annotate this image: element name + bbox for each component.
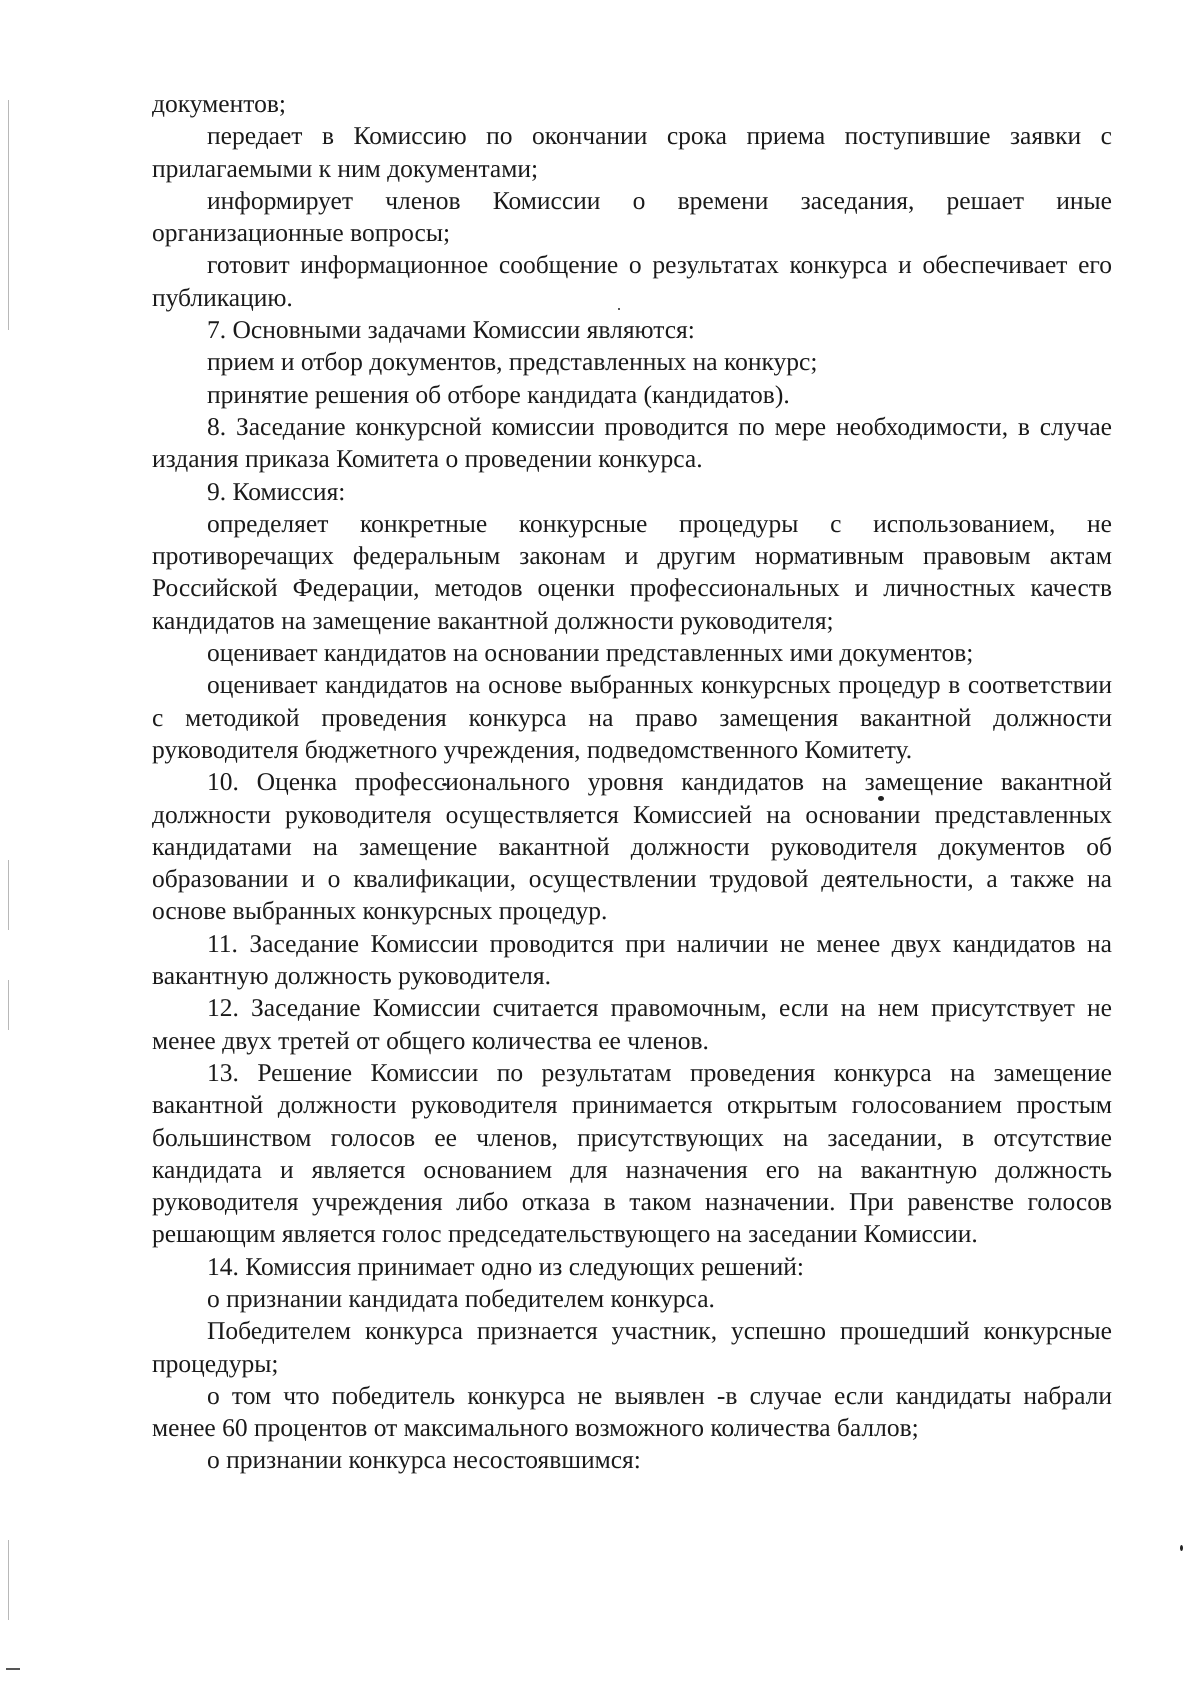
paragraph: о признании кандидата победителем конкурса. — [207, 1283, 715, 1313]
scan-edge-line — [8, 980, 9, 1030]
paragraph: информирует членов Комиссии о времени заседания, решает иные организационные вопросы; — [152, 185, 1112, 248]
paragraph: Победителем конкурса признается участник, успешно прошедший конкурсные процедуры; — [152, 1316, 1112, 1378]
numbered-paragraph: 8. Заседание конкурсной комиссии проводится по мере необходимости, в случае издания приказа Комитета о проведении конкурса. — [152, 411, 1112, 474]
scan-edge-line — [8, 860, 9, 930]
paragraph: оценивает кандидатов на основании представленных ими документов; — [207, 638, 974, 668]
paragraph: готовит информационное сообщение о результатах конкурса и обеспечивает его публикацию. — [152, 250, 1112, 312]
paragraph: о том что победитель конкурса не выявлен -в случае если кандидаты набрали менее 60 процентов от максимального возможного количества баллов; — [152, 1380, 1112, 1443]
paragraph: прием и отбор документов, представленных на конкурс; — [207, 347, 818, 377]
scan-edge-line — [8, 100, 9, 330]
section-heading: 7. Основными задачами Комиссии являются: — [207, 315, 695, 345]
section-heading: 9. Комиссия: — [207, 476, 346, 506]
numbered-paragraph: 12. Заседание Комиссии считается правомочным, если на нем присутствует не менее двух третей от общего количества ее членов. — [152, 993, 1112, 1055]
scan-speck — [1180, 1545, 1183, 1551]
numbered-paragraph: 10. Оценка профессионального уровня кандидатов на замещение вакантной должности руководителя осуществляется Комиссией на основании представленных кандидатами на замещение вакантной должности руководителя документов об образовании и о квалификации, осуществлении трудовой деятельности, а также на основе выбранных конкурсных процедур. — [152, 767, 1112, 926]
scan-edge-mark — [6, 1668, 20, 1670]
paragraph: передает в Комиссию по окончании срока приема поступившие заявки с прилагаемыми к ним документами; — [152, 121, 1112, 183]
numbered-paragraph: 13. Решение Комиссии по результатам проведения конкурса на замещение вакантной должности руководителя принимается открытым голосованием простым большинством голосов ее членов, присутствующих на заседании, в отсутствие кандидата и является основанием для назначения его на вакантную должность руководителя учреждения либо отказа в таком назначении. При равенстве голосов решающим является голос председательствующего на заседании Комиссии. — [152, 1057, 1112, 1249]
paragraph: принятие решения об отборе кандидата (кандидатов). — [207, 379, 790, 409]
paragraph: определяет конкретные конкурсные процедуры с использованием, не противоречащих федеральным законам и другим нормативным правовым актам Российской Федерации, методов оценки профессиональных и личностных качеств кандидатов на замещение вакантной должности руководителя; — [152, 508, 1112, 635]
numbered-paragraph: 11. Заседание Комиссии проводится при наличии не менее двух кандидатов на вакантную должность руководителя. — [152, 928, 1112, 991]
section-heading: 14. Комиссия принимает одно из следующих решений: — [207, 1251, 804, 1281]
paragraph: документов; — [152, 89, 286, 118]
paragraph: о признании конкурса несостоявшимся: — [207, 1445, 641, 1475]
paragraph: оценивает кандидатов на основе выбранных конкурсных процедур в соответствии с методикой проведения конкурса на право замещения вакантной должности руководителя бюджетного учреждения, подведомственного Комитету. — [152, 670, 1112, 764]
scan-edge-line — [8, 1540, 9, 1620]
document-body — [152, 88, 1112, 1477]
